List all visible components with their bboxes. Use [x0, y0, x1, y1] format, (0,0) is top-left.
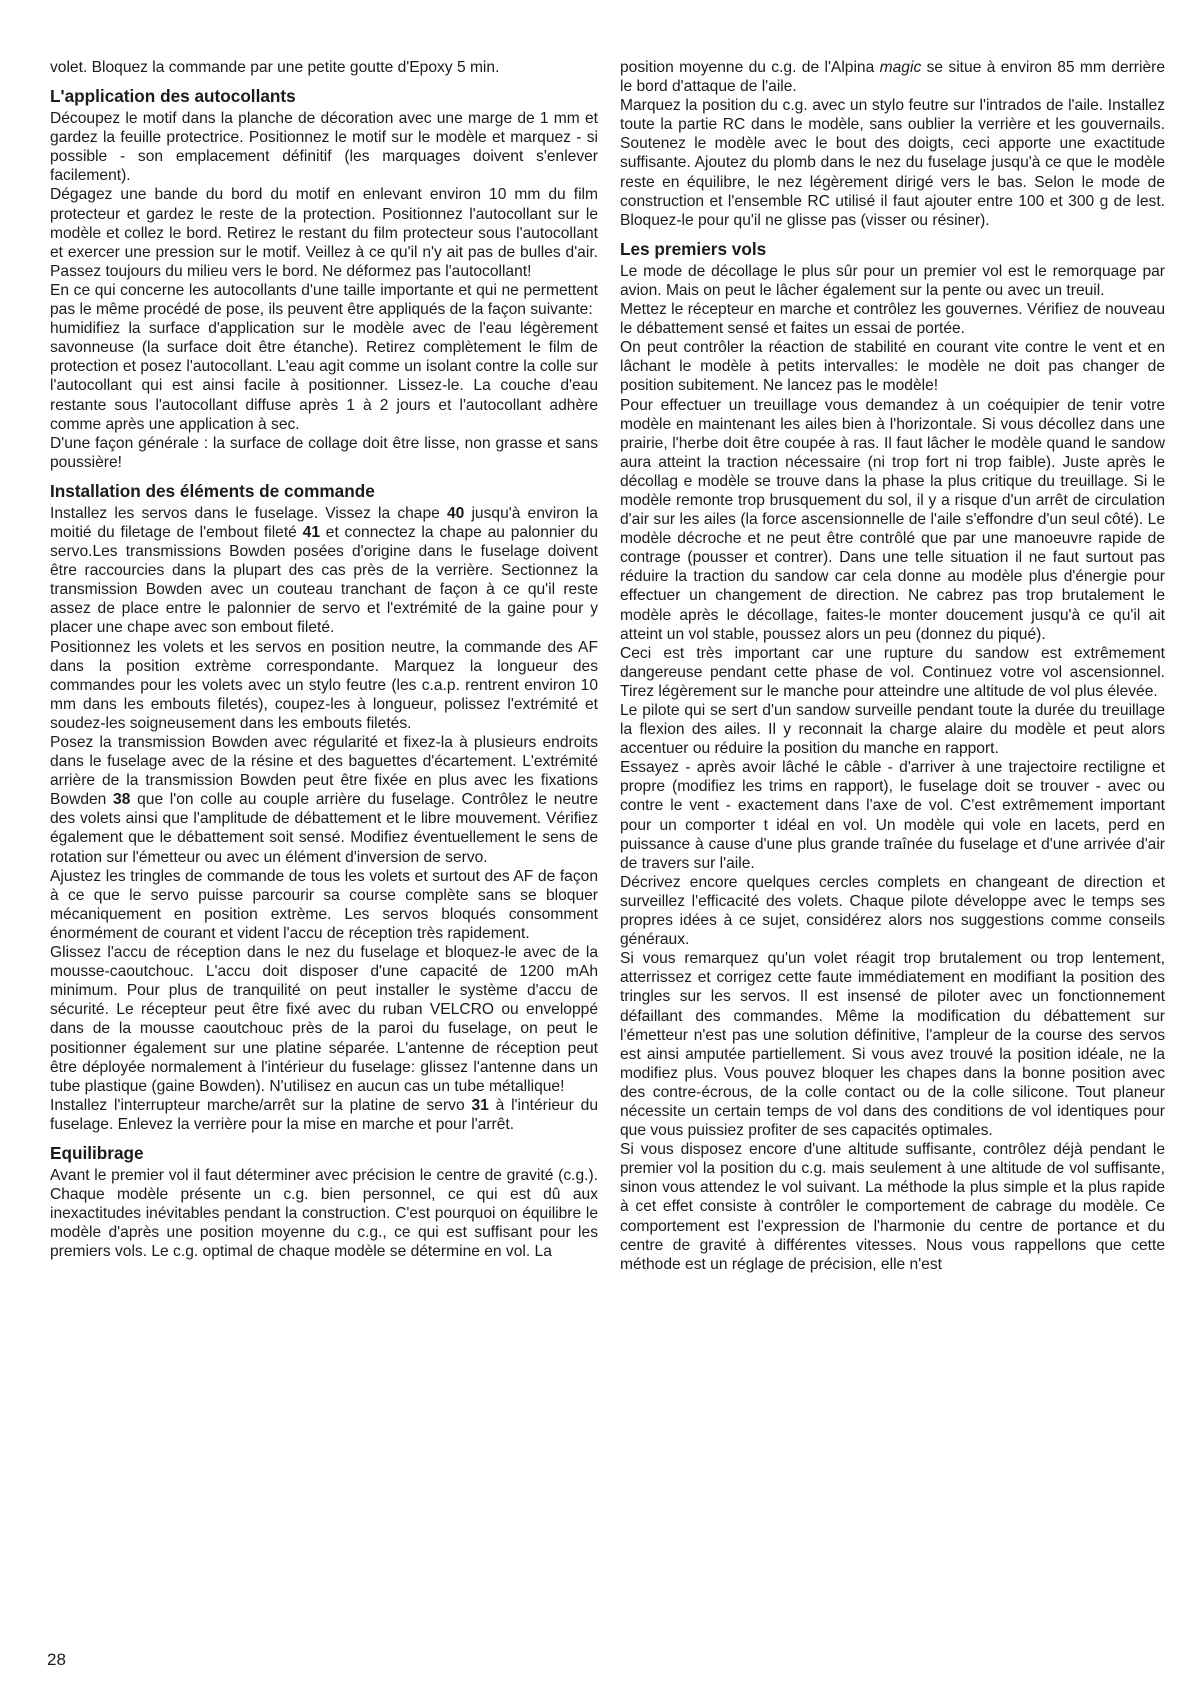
paragraph-text: Avant le premier vol il faut déterminer avec précision le centre de gravité (c.g.). Chaque modèle présente un c.g. bien personnel, ce qui est dû aux inexactitudes inévitables pendant la construction. C'est pourquoi on équilibre le modèle d'après une position moyenne du c.g., ce qui est suffisant pour les premiers vols. Le c.g. optimal de chaque modèle se détermine en vol. La	[50, 1166, 598, 1261]
paragraph-text: Glissez l'accu de réception dans le nez du fuselage et bloquez-le avec de la mousse-caoutchouc. L'accu doit disposer d'une capacité de 1200 mAh minimum. Pour plus de tranquilité on peut installer le système d'accu de sécurité. Le récepteur peut être fixé avec du ruban VELCRO ou enveloppé dans de la mousse caoutchouc près de la paroi du fuselage, on peut le positionner également sur une platine séparée. L'antenne de réception peut être déployée normalement à l'intérieur du fuselage: glissez l'antenne dans un tube plastique (gaine Bowden). N'utilisez en aucun cas un tube métallique!	[50, 944, 598, 1095]
paragraph-text: Le mode de décollage le plus sûr pour un premier vol est le remorquage par avion. Mais on peut le lâcher également sur la pente ou avec un treuil.	[620, 262, 1165, 299]
paragraph-text: Ceci est très important car une rupture du sandow est extrêmement dangereuse pendant cette phase de vol. Continuez votre vol ascensionnel. Tirez légèrement sur le manche pour atteindre une altitude de vol plus élevée.	[620, 644, 1165, 700]
part-number: 41	[302, 523, 320, 541]
paragraph-text: Découpez le motif dans la planche de décoration avec une marge de 1 mm et gardez la feuille protectrice. Positionnez le motif sur le modèle et marquez - si possible - son emplacement définitif (les marquages doivent s'enlever facilement).	[50, 110, 598, 185]
paragraph-text: Si vous disposez encore d'une altitude suffisante, contrôlez déjà pendant le premier vol la position du c.g. mais seulement à une altitude de vol suffisante, sinon vous attendez le vol suivant. La méthode la plus simple et la plus rapide à cet effet consiste à contrôler le comportement de cabrage du modèle. Ce comportement est l'expression de l'harmonie du centre de portance et du centre de gravité à différentes vitesses. Nous vous rappellons que cette méthode est un réglage de précision, elle n'est	[620, 1141, 1165, 1273]
paragraph-text: Si vous remarquez qu'un volet réagit trop brutalement ou trop lentement, atterrissez et corrigez cette faute immédiatement en modifiant la position des tringles sur les servos. Il est insensé de piloter avec un fonctionnement défaillant des commandes. Même la modification du débattement sur l'émetteur n'est pas une solution définitive, l'ampleur de la course des servos est ainsi amputée partiellement. Si vous avez trouvé la position idéale, ne la modifiez plus. Vous pouvez bloquer les chapes dans la bonne position avec des contre-écrous, de la colle contact ou de la colle silicone. Tout planeur nécessite un certain temps de vol dans des conditions de vol identiques pour que vous puissiez profiter de ses capacités optimales.	[620, 950, 1165, 1140]
paragraph-text: humidifiez la surface d'application sur le modèle avec de l'eau légèrement savonneuse (la surface doit être étanche). Retirez complètement le film de protection et posez l'autocollant. L'eau agit comme un isolant contre la colle sur l'autocollant qui est ainsi facile à positionner. Lissez-le. La couche d'eau restante sous l'autocollant diffuse après 1 à 2 jours et l'autocollant adhère comme après une application à sec.	[50, 320, 598, 433]
paragraph-text: En ce qui concerne les autocollants d'une taille importante et qui ne permettent pas le même procédé de pose, ils peuvent être appliqués de la façon suivante:	[50, 281, 598, 319]
model-name: magic	[879, 59, 922, 76]
text-run: à l'intérieur du fuselage. Enlevez la verrière pour la mise en marche et pour l'arrêt.	[50, 1096, 599, 1133]
section-heading-autocollants: L'application des autocollants	[50, 86, 296, 107]
part-number: 40	[446, 504, 465, 522]
part-number: 38	[113, 791, 131, 809]
section-heading-commande: Installation des éléments de commande	[50, 480, 375, 501]
paragraph-text: Pour effectuer un treuillage vous demandez à un coéquipier de tenir votre modèle en maintenant les ailes bien à l'horizontale. Si vous décollez dans une prairie, l'herbe doit être coupée à ras. Il faut lâcher le modèle quand le sandow aura atteint la traction nécessaire (ni trop fort ni trop faible). Juste après le décollag e modèle se trouve dans la phase la plus critique du treuillage. Si le modèle remonte trop brusquement du sol, il y a risque d'un arrêt de circulation d'air sur les ailes (la force ascensionnelle de l'aile s'effondre d'un seul côté). Le modèle décroche et ne peut être contrôlé que par une manoeuvre rapide de contrage (pousser et contrer). Dans une telle situation il ne faut surtout pas réduire la traction du sandow car cela donne au modèle plus d'énergie pour effectuer un changement de direction. Ne cabrez pas trop brutalement le modèle après le décollage, faites-le monter doucement jusqu'à ce qu'il ait atteint un vol stable, poussez alors un peu (donnez du piqué).	[620, 396, 1165, 643]
text-run: que l'on colle au couple arrière du fuselage. Contrôlez le neutre des volets ainsi que l'amplitude de débattement et le libre mouvement. Vérifiez également que le débattement soit sensé. Modifiez éventuellement le sens de rotation sur l'émetteur ou avec un élément d'inversion de servo.	[50, 791, 598, 866]
paragraph-text: Marquez la position du c.g. avec un stylo feutre sur l'intrados de l'aile. Installez toute la partie RC dans le modèle, sans oublier la verrière et les gouvernails. Soutenez le modèle avec le bout des doigts, ceci apporte une exactitude suffisante. Ajoutez du plomb dans le nez du fuselage jusqu'à ce que le modèle reste en équilibre, le nez légèrement dirigé vers le bas. Selon le mode de construction et l'ensemble RC utilisé il faut ajouter entre 100 et 300 g de lest. Bloquez-le pour qu'il ne glisse pas (visser ou résiner).	[620, 97, 1165, 229]
paragraph-text: D'une façon générale : la surface de collage doit être lisse, non grasse et sans poussière!	[50, 434, 598, 471]
paragraph-text	[50, 733, 598, 867]
paragraph-text: Ajustez les tringles de commande de tous les volets et surtout des AF de façon à ce que le servo puisse parcourir sa course complète sans se bloquer mécaniquement en position extrème. Les servos bloqués consomment énormément de courant et vident l'accu de réception très rapidement.	[50, 867, 598, 942]
right-column	[620, 58, 1165, 1274]
text-run: Posez la transmission Bowden avec régularité et fixez-la à plusieurs endroits dans le fuselage avec de la résine et des baguettes d'écartement. L'extrémité arrière de la transmission Bowden peut être fixée en plus avec les fixations Bowden	[50, 734, 598, 809]
page-number: 28	[47, 1650, 66, 1669]
paragraph-text: Le pilote qui se sert d'un sandow surveille pendant toute la durée du treuillage la flexion des ailes. Il y reconnait la charge alaire du modèle et peut alors accentuer ou réduire la position du manche en rapport.	[620, 702, 1165, 758]
paragraph-text: Dégagez une bande du bord du motif en enlevant environ 10 mm du film protecteur et gardez le reste de la protection. Positionnez l'autocollant sur le modèle et collez le bord. Retirez le restant du film protecteur sous l'autocollant et exercer une pression sur le motif. Veillez à ce qu'il n'y ait pas de bulles d'air. Passez toujours du milieu vers le bord. Ne déformez pas l'autocollant!	[50, 186, 598, 280]
paragraph-text	[50, 504, 598, 638]
text-run: position moyenne du c.g. de l'Alpina	[620, 59, 880, 76]
text-run: jusqu'à environ la moitié du filetage de l'embout fileté	[50, 504, 598, 541]
text-run: Installez les servos dans le fuselage. Vissez la chape	[50, 504, 447, 522]
text-run: Installez l'interrupteur marche/arrêt sur la platine de servo	[50, 1096, 472, 1114]
left-column	[50, 58, 598, 1261]
paragraph-text: Essayez - après avoir lâché le câble - d'arriver à une trajectoire rectiligne et propre (modifiez les trims en rapport), le fuselage doit se trouver - avec ou contre le vent - exactement dans l'axe de vol. C'est extrêmement important pour un comporter t idéal en vol. Un modèle qui vole en lacets, perd en puissance à cause d'une plus grande traînée du fuselage et d'une arrivée d'air de travers sur l'aile.	[620, 759, 1165, 872]
paragraph-text: Positionnez les volets et les servos en position neutre, la commande des AF dans la position extrème correspondante. Marquez la longueur des commandes pour les volets avec un stylo feutre (les c.a.p. rentrent environ 10 mm dans les embouts filetés), coupez-les à longueur, polissez l'extrémité et soudez-les soigneusement dans les embouts filetés.	[50, 638, 598, 732]
paragraph-text: Mettez le récepteur en marche et contrôlez les gouvernes. Vérifiez de nouveau le débattement sensé et faites un essai de portée.	[620, 301, 1165, 338]
paragraph-text: Décrivez encore quelques cercles complets en changeant de direction et surveillez l'efficacité des volets. Chaque pilote développe avec le temps ses propres idées à ce sujet, considérez alors nos suggestions comme conseils généraux.	[620, 873, 1165, 949]
text-run: et connectez la chape au palonnier du servo.Les transmissions Bowden posées d'origine dans le fuselage doivent être raccourcies dans la plupart des cas près de la verrière. Sectionnez la transmission Bowden avec un couteau tranchant de façon à ce qu'il reste assez de place entre le palonnier de servo et l'extrémité de la gaine pour y placer une chape avec son embout fileté.	[50, 523, 599, 637]
paragraph-text: On peut contrôler la réaction de stabilité en courant vite contre le vent et en lâchant le modèle à petits intervalles: le modèle ne doit pas changer de position subitement. Ne lancez pas le modèle!	[620, 339, 1165, 395]
paragraph-text	[50, 1096, 598, 1134]
text-run: se situe à environ 85 mm derrière le bord d'attaque de l'aile.	[620, 59, 1166, 96]
part-number: 31	[471, 1096, 489, 1114]
paragraph-text: volet. Bloquez la commande par une petite goutte d'Epoxy 5 min.	[50, 59, 500, 76]
section-heading-equilibrage: Equilibrage	[50, 1142, 144, 1163]
section-heading-premiers-vols: Les premiers vols	[620, 238, 767, 259]
paragraph-text	[620, 58, 1165, 96]
